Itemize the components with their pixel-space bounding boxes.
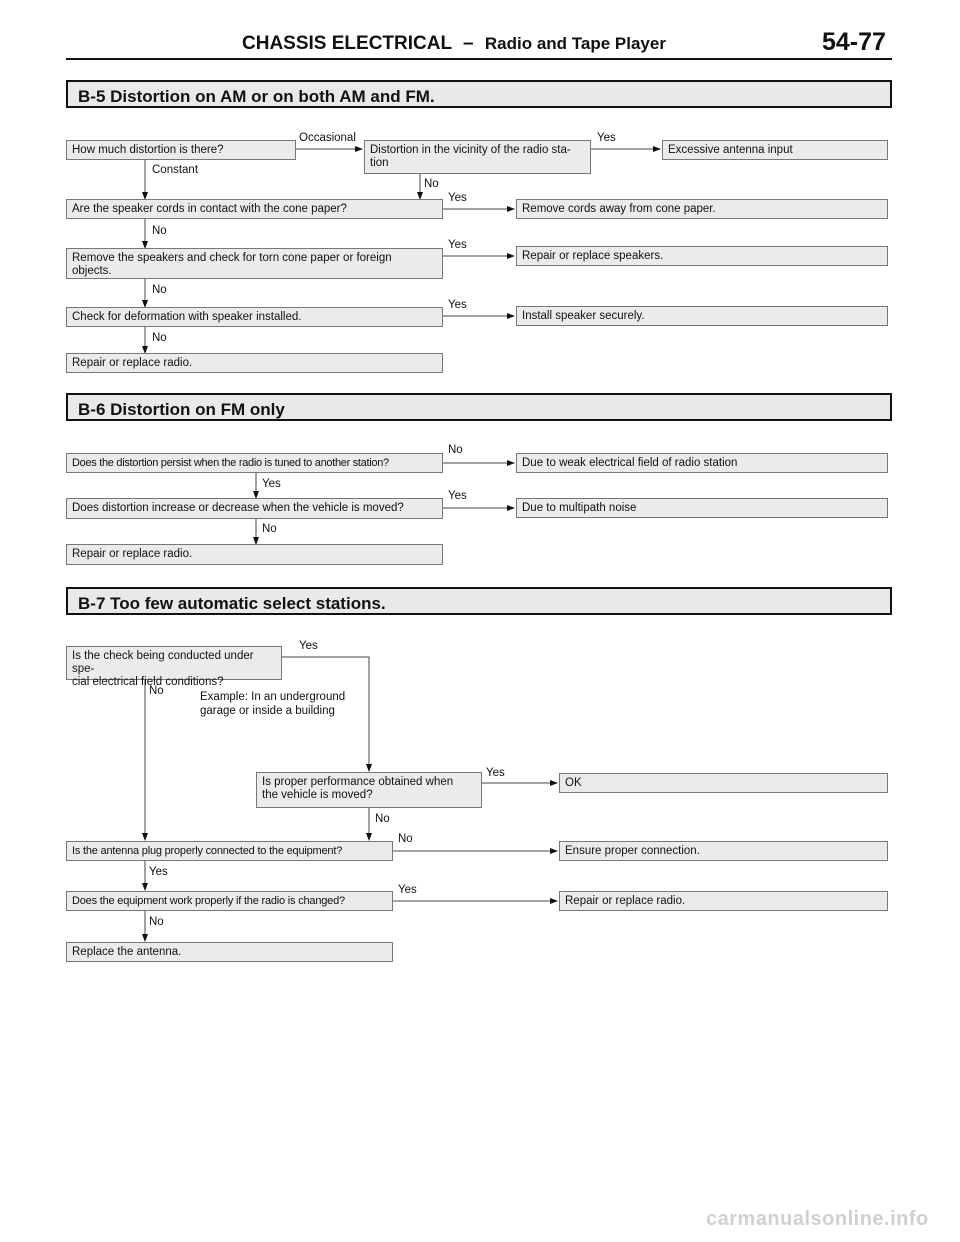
section-b7-title: B-7 Too few automatic select stations. [66,587,892,615]
b7-q-performance: Is proper performance obtained when the vehicle is moved? [256,772,482,808]
b6-label-yes-persist: Yes [262,478,281,490]
b7-label-no-performance: No [375,813,390,825]
header-subtitle: Radio and Tape Player [484,34,666,53]
b7-a-radio: Repair or replace radio. [559,891,888,911]
section-b6-title: B-6 Distortion on FM only [66,393,892,421]
header-dash: – [463,33,474,54]
b7-label-yes-plug: Yes [149,866,168,878]
b7-label-no-special: No [149,685,164,697]
b7-label-yes-equipment: Yes [398,884,417,896]
b7-label-yes-special: Yes [299,640,318,652]
b7-a-ok: OK [559,773,888,793]
b5-label-occasional: Occasional [299,132,356,144]
header-title-main: CHASSIS ELECTRICAL [242,33,452,54]
b5-q-remove-speakers: Remove the speakers and check for torn cone paper or foreign objects. [66,248,443,279]
b5-excessive-input: Excessive antenna input [662,140,888,160]
b5-q-deformation: Check for deformation with speaker installed. [66,307,443,327]
b5-label-no-deformation: No [152,332,167,344]
b5-label-yes-deformation: Yes [448,299,467,311]
b6-label-no-moved: No [262,523,277,535]
b5-label-no-cords: No [152,225,167,237]
b5-label-no-speakers: No [152,284,167,296]
b5-a-radio: Repair or replace radio. [66,353,443,373]
b5-label-yes-cords: Yes [448,192,467,204]
watermark: carmanualsonline.info [706,1208,929,1230]
b6-a-radio: Repair or replace radio. [66,544,443,565]
b5-label-constant: Constant [152,164,199,176]
b6-q-persist: Does the distortion persist when the radio is tuned to another station? [66,453,443,473]
b5-label-no-vicinity: No [424,178,439,190]
b5-a-speakers: Repair or replace speakers. [516,246,888,266]
b7-example-note: Example: In an underground garage or inside a building [200,691,346,717]
b7-a-antenna: Replace the antenna. [66,942,393,962]
b7-label-no-plug: No [398,833,413,845]
b5-a-deformation: Install speaker securely. [516,306,888,326]
b6-a-weak-field: Due to weak electrical field of radio station [516,453,888,473]
b5-label-yes-vicinity: Yes [597,132,616,144]
b5-a-cords: Remove cords away from cone paper. [516,199,888,219]
b7-q-antenna-plug: Is the antenna plug properly connected to the equipment? [66,841,393,861]
b5-vicinity: Distortion in the vicinity of the radio sta- tion [364,140,591,174]
b7-label-no-equipment: No [149,916,164,928]
b7-q-special-conditions: Is the check being conducted under spe- cial electrical field conditions? [66,646,282,680]
b5-label-yes-speakers: Yes [448,239,467,251]
b5-q-distortion-amount: How much distortion is there? [66,140,296,160]
b7-label-yes-performance: Yes [486,767,505,779]
b6-a-multipath: Due to multipath noise [516,498,888,518]
b6-label-yes-moved: Yes [448,490,467,502]
b6-q-moved: Does distortion increase or decrease when the vehicle is moved? [66,498,443,519]
b7-q-equipment: Does the equipment work properly if the radio is changed? [66,891,393,911]
b5-q-cords: Are the speaker cords in contact with the cone paper? [66,199,443,219]
section-b5-title: B-5 Distortion on AM or on both AM and FM. [66,80,892,108]
page-number: 54-77 [822,28,886,56]
b6-label-no-persist: No [448,444,463,456]
b7-a-connection: Ensure proper connection. [559,841,888,861]
